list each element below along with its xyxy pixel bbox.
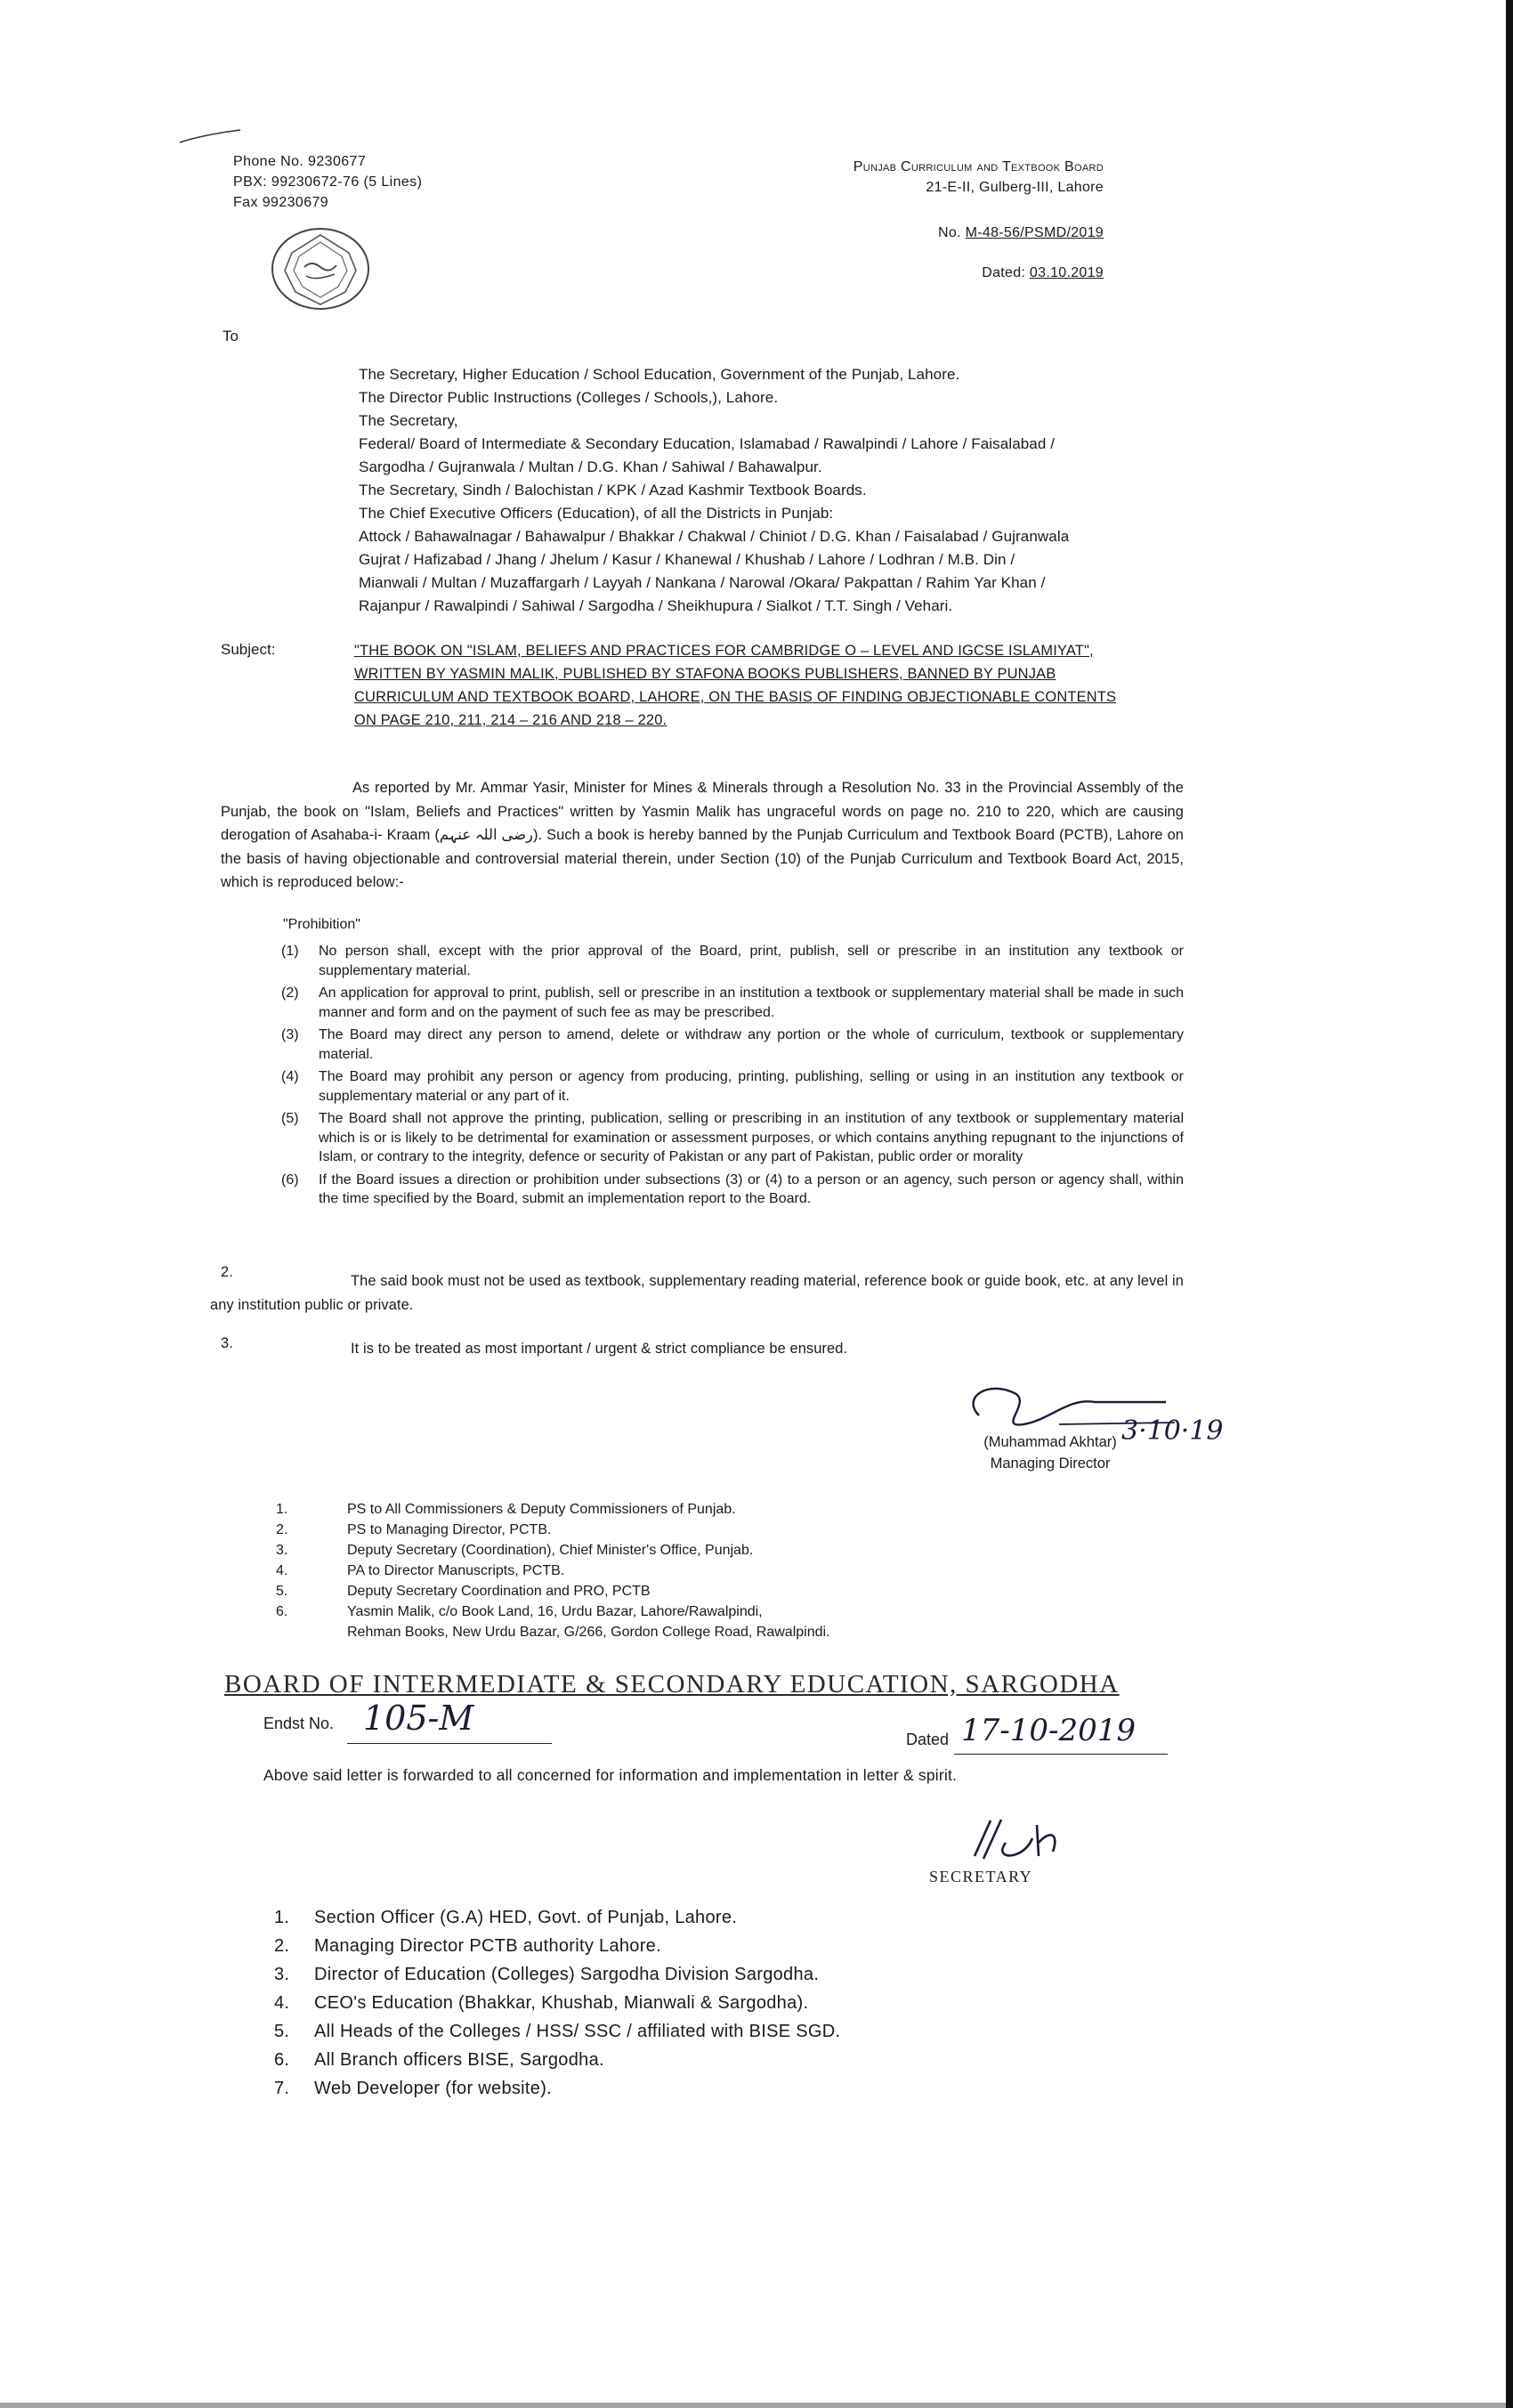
distribution-text: Section Officer (G.A) HED, Govt. of Punjab, Lahore. xyxy=(314,1908,738,1927)
pen-mark xyxy=(178,125,249,151)
copy-item xyxy=(276,1499,1077,1520)
copy-text: PA to Director Manuscripts, PCTB. xyxy=(347,1563,565,1578)
para3-num: 3. xyxy=(221,1335,233,1351)
copy-item xyxy=(276,1601,1077,1622)
signatory-name: (Muhammad Akhtar) xyxy=(983,1434,1117,1450)
addressee-line: Attock / Bahawalnagar / Bahawalpur / Bhakkar / Chakwal / Chiniot / D.G. Khan / Faisalabad / Gujranwala xyxy=(359,528,1070,545)
ref-label: No. xyxy=(938,225,961,240)
to-label: To xyxy=(222,328,239,345)
distribution-text: Web Developer (for website). xyxy=(314,2079,553,2098)
copy-num xyxy=(276,1622,347,1642)
bise-date-underline xyxy=(954,1754,1168,1755)
reference-block xyxy=(783,223,1104,283)
addressee-list xyxy=(359,363,1186,618)
distribution-text: All Heads of the Colleges / HSS/ SSC / affiliated with BISE SGD. xyxy=(314,2022,841,2041)
forwarding-note: Above said letter is forwarded to all concerned for information and implementation in letter & spirit. xyxy=(263,1766,958,1784)
prohibition-num: (3) xyxy=(281,1027,299,1042)
addressee-line: The Secretary, xyxy=(359,412,458,429)
copy-num: 5. xyxy=(276,1584,288,1599)
distribution-item xyxy=(274,2017,1075,2046)
copy-text: Deputy Secretary Coordination and PRO, PCTB xyxy=(347,1584,651,1599)
subject-line: CURRICULUM AND TEXTBOOK BOARD, LAHORE, ON THE BASIS OF FINDING OBJECTIONABLE CONTENTS xyxy=(354,689,1117,705)
addressee-line: Sargodha / Gujranwala / Multan / D.G. Khan / Sahiwal / Bahawalpur. xyxy=(359,458,822,475)
distribution-text: Managing Director PCTB authority Lahore. xyxy=(314,1936,661,1956)
prohibition-text: The Board may direct any person to amend, delete or withdraw any portion or the whole of curriculum, textbook or supplementary material. xyxy=(319,1027,1184,1062)
prohibition-item xyxy=(281,1026,1184,1064)
prohibition-text: If the Board issues a direction or prohibition under subsections (3) or (4) to a person or an agency, such person or agency shall, within the time specified by the Board, submit an implementation report to the Board. xyxy=(319,1172,1184,1206)
signatory-block xyxy=(943,1431,1157,1474)
copy-item xyxy=(276,1622,1077,1642)
copy-item xyxy=(276,1540,1077,1561)
org-address: 21-E-II, Gulberg-III, Lahore xyxy=(926,180,1104,195)
copy-num: 2. xyxy=(276,1522,288,1537)
copy-num: 4. xyxy=(276,1563,288,1578)
copy-text: Rehman Books, New Urdu Bazar, G/266, Gordon College Road, Rawalpindi. xyxy=(347,1625,830,1640)
phone-number: Phone No. 9230677 xyxy=(233,154,367,169)
copy-text: PS to Managing Director, PCTB. xyxy=(347,1522,552,1537)
prohibition-text: No person shall, except with the prior approval of the Board, print, publish, sell or prescribe in an institution any textbook or supplementary material. xyxy=(319,944,1184,978)
addressee-line: The Secretary, Sindh / Balochistan / KPK / Azad Kashmir Textbook Boards. xyxy=(359,482,867,499)
scan-edge xyxy=(1506,0,1513,2408)
prohibition-text: The Board shall not approve the printing, publication, selling or prescribing in an institution of any textbook or supplementary material which is or is likely to be detrimental for examination or assessment purposes, or which contains anything repugnant to the injunctions of Islam, or contrary to the integrity, defence or security of Pakistan or any part of Pakistan, public order or morality xyxy=(319,1111,1184,1164)
subject-text xyxy=(354,639,1191,732)
endst-label: Endst No. xyxy=(263,1715,335,1732)
copy-num: 3. xyxy=(276,1543,288,1558)
prohibition-num: (1) xyxy=(281,944,299,959)
prohibition-num: (5) xyxy=(281,1111,299,1126)
paragraph-3: It is to be treated as most important / urgent & strict compliance be ensured. xyxy=(351,1341,848,1357)
md-handwritten-date: 3·10·19 xyxy=(1121,1415,1224,1447)
distribution-list xyxy=(274,1903,1075,2103)
distribution-num: 3. xyxy=(274,1965,290,1984)
bise-dated-label: Dated xyxy=(906,1731,950,1748)
secretary-signature xyxy=(957,1807,1090,1869)
addressee-line: The Secretary, Higher Education / School Education, Government of the Punjab, Lahore. xyxy=(359,366,960,383)
distribution-num: 1. xyxy=(274,1908,290,1927)
fax-number: Fax 99230679 xyxy=(233,195,329,210)
addressee-line: Rajanpur / Rawalpindi / Sahiwal / Sargodha / Sheikhupura / Sialkot / T.T. Singh / Vehari. xyxy=(359,597,953,614)
prohibition-item xyxy=(281,942,1184,980)
prohibition-item xyxy=(281,1067,1184,1106)
copy-item xyxy=(276,1520,1077,1540)
subject-line: ON PAGE 210, 211, 214 – 216 AND 218 – 220. xyxy=(354,712,668,728)
distribution-num: 4. xyxy=(274,1993,290,2013)
distribution-num: 2. xyxy=(274,1936,290,1956)
copy-text: Deputy Secretary (Coordination), Chief Minister's Office, Punjab. xyxy=(347,1543,754,1558)
pbx-number: PBX: 99230672-76 (5 Lines) xyxy=(233,174,423,190)
para2-num: 2. xyxy=(221,1264,233,1280)
contact-block xyxy=(233,151,422,213)
endst-number: 105-M xyxy=(363,1699,474,1738)
copy-num: 1. xyxy=(276,1502,288,1517)
paragraph-1: As reported by Mr. Ammar Yasir, Minister for Mines & Minerals through a Resolution No. 33 in the Provincial Assembly of the Punjab, the book on "Islam, Beliefs and Practices" written by Yasmin Malik has ungraceful words on page no. 210 to 220, which are causing derogation of Asahaba-i- Kraam (رضی اللہ عنہم). Such a book is hereby banned by the Punjab Curriculum and Textbook Board (PCTB), Lahore on the basis of having objectionable and controversial material therein, under Section (10) of the Punjab Curriculum and Textbook Board Act, 2015, which is reproduced below:- xyxy=(221,780,1184,890)
distribution-item xyxy=(274,2074,1075,2103)
copy-num: 6. xyxy=(276,1604,288,1619)
org-name: Punjab Curriculum and Textbook Board xyxy=(853,159,1104,174)
distribution-num: 5. xyxy=(274,2022,290,2041)
addressee-line: The Director Public Instructions (Colleges / Schools,), Lahore. xyxy=(359,389,779,406)
prohibition-item xyxy=(281,1109,1184,1167)
prohibition-item xyxy=(281,984,1184,1022)
distribution-item xyxy=(274,1903,1075,1932)
secretary-label: SECRETARY xyxy=(929,1868,1033,1885)
prohibition-num: (6) xyxy=(281,1172,299,1188)
distribution-item xyxy=(274,1960,1075,1989)
distribution-num: 6. xyxy=(274,2050,290,2070)
bise-title: BOARD OF INTERMEDIATE & SECONDARY EDUCATION, SARGODHA xyxy=(224,1670,1120,1699)
addressee-line: Mianwali / Multan / Muzaffargarh / Layyah / Nankana / Narowal /Okara/ Pakpattan / Rahim Yar Khan / xyxy=(359,574,1046,591)
signatory-title: Managing Director xyxy=(990,1455,1111,1472)
endst-underline xyxy=(347,1743,552,1744)
bise-date: 17-10-2019 xyxy=(961,1713,1137,1748)
prohibition-title: "Prohibition" xyxy=(283,917,360,932)
subject-line: WRITTEN BY YASMIN MALIK, PUBLISHED BY STAFONA BOOKS PUBLISHERS, BANNED BY PUNJAB xyxy=(354,666,1056,682)
copy-text: Yasmin Malik, c/o Book Land, 16, Urdu Bazar, Lahore/Rawalpindi, xyxy=(347,1604,763,1619)
prohibition-num: (4) xyxy=(281,1069,299,1084)
copy-item xyxy=(276,1561,1077,1581)
distribution-num: 7. xyxy=(274,2079,290,2098)
addressee-line: Gujrat / Hafizabad / Jhang / Jhelum / Kasur / Khanewal / Khushab / Lahore / Lodhran / M.B. Din / xyxy=(359,551,1015,568)
prohibition-num: (2) xyxy=(281,985,299,1001)
subject-label: Subject: xyxy=(221,641,276,658)
distribution-text: All Branch officers BISE, Sargodha. xyxy=(314,2050,604,2070)
copy-list xyxy=(276,1499,1077,1642)
prohibition-list xyxy=(281,942,1184,1212)
distribution-text: CEO's Education (Bhakkar, Khushab, Mianwali & Sargodha). xyxy=(314,1993,809,2013)
prohibition-text: The Board may prohibit any person or agency from producing, printing, publishing, selling or using in an institution any textbook or supplementary material or any part of it. xyxy=(319,1069,1184,1104)
copy-item xyxy=(276,1581,1077,1601)
prohibition-item xyxy=(281,1171,1184,1209)
letter-date: 03.10.2019 xyxy=(1029,265,1104,280)
ref-number: M-48-56/PSMD/2019 xyxy=(965,225,1104,240)
letterhead xyxy=(783,157,1104,198)
addressee-line: The Chief Executive Officers (Education), of all the Districts in Punjab: xyxy=(359,505,834,522)
paragraph-2: The said book must not be used as textbook, supplementary reading material, reference book or guide book, etc. at any level in any institution public or private. xyxy=(210,1273,1184,1313)
subject-line: "THE BOOK ON "ISLAM, BELIEFS AND PRACTICES FOR CAMBRIDGE O – LEVEL AND IGCSE ISLAMIYAT", xyxy=(354,643,1094,659)
board-seal xyxy=(267,224,374,313)
dated-label: Dated: xyxy=(982,265,1026,280)
copy-text: PS to All Commissioners & Deputy Commissioners of Punjab. xyxy=(347,1502,736,1517)
distribution-item xyxy=(274,1932,1075,1960)
scan-bottom-edge xyxy=(0,2403,1506,2408)
distribution-item xyxy=(274,2046,1075,2074)
addressee-line: Federal/ Board of Intermediate & Secondary Education, Islamabad / Rawalpindi / Lahore / Faisalabad / xyxy=(359,435,1056,452)
distribution-text: Director of Education (Colleges) Sargodha Division Sargodha. xyxy=(314,1965,820,1984)
prohibition-text: An application for approval to print, publish, sell or prescribe in an institution a textbook or supplementary material shall be made in such manner and form and on the payment of such fee as may be prescribed. xyxy=(319,985,1184,1020)
distribution-item xyxy=(274,1989,1075,2017)
